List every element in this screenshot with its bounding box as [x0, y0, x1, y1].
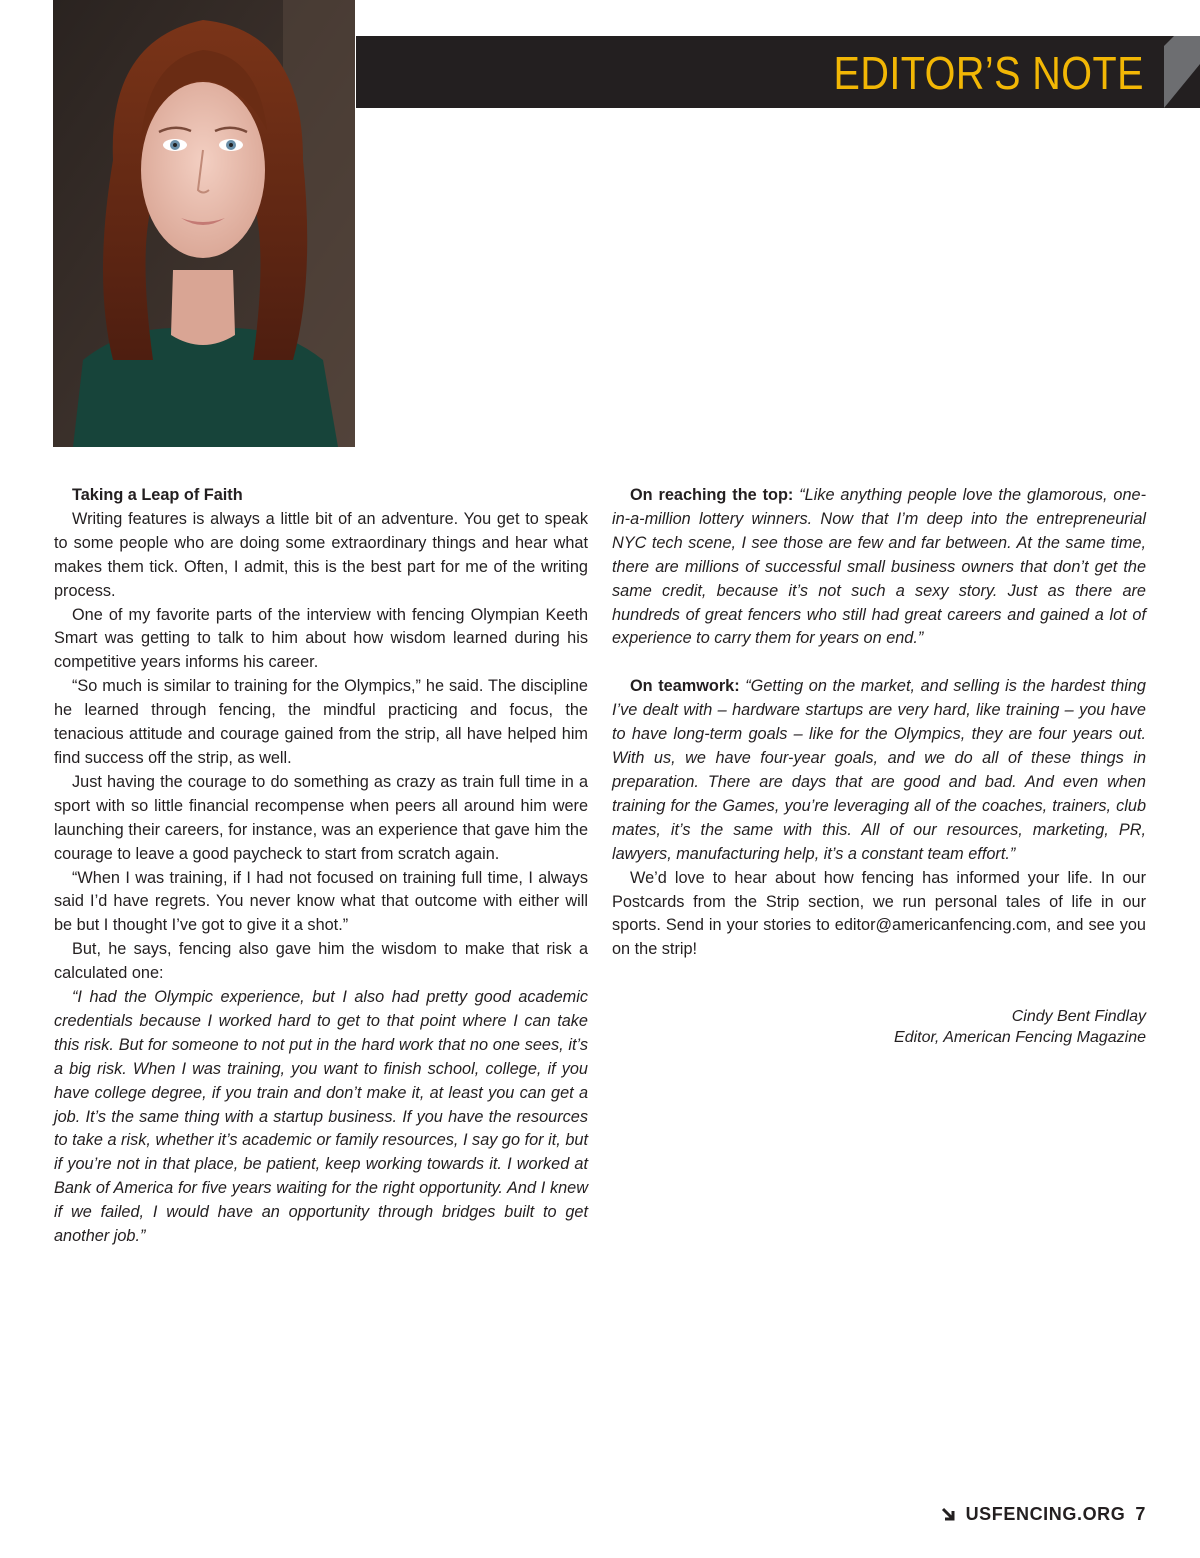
- article-left-column: [54, 484, 588, 1249]
- qa-teamwork-text: “Getting on the market, and selling is the hardest thing I’ve dealt with – hardware startups are very hard, like training – you have to have long-term goals – like for the Olympics, they are four years out. With us, we have four-year goals, and we do all of these things in preparation. There are days that are good and bad. And even when training for the Games, you’re leveraging all of the coaches, trainers, club mates, it’s the same with this. All of our resources, marketing, PR, lawyers, manufacturing help, it’s a constant team effort.”: [612, 677, 1146, 863]
- closing-paragraph: We’d love to hear about how fencing has informed your life. In our Postcards from the Strip section, we run personal tales of life in our sports. Send in your stories to editor@americanfencing.com, and see you on the strip!: [612, 868, 1146, 959]
- signature-title: Editor, American Fencing Magazine: [894, 1029, 1146, 1047]
- banner-fold: [1164, 36, 1200, 108]
- qa-teamwork: [612, 675, 1146, 866]
- paragraph: “So much is similar to training for the Olympics,” he said. The discipline he learned through fencing, the mindful practicing and focus, the tenacious attitude and courage gained from the strip, all have helped him find success off the strip, as well.: [54, 677, 588, 767]
- footer-site[interactable]: USFENCING.ORG: [965, 1503, 1126, 1524]
- arrow-down-right-icon: [940, 1506, 956, 1522]
- paragraph: “When I was training, if I had not focused on training full time, I always said I’d have regrets. You never know what that outcome with either will be but I thought I’ve got to give it a shot.”: [54, 868, 588, 935]
- block-quote: “I had the Olympic experience, but I also had pretty good academic credentials because I worked hard to get to that point where I can take this risk. But for someone to not put in the hard work that no one sees, it’s a big risk. When I was training, you want to finish school, college, if you have college degree, if you train and don’t make it, at least you can get a job. It’s the same thing with a startup business. If you have the resources to take a risk, whether it’s academic or family resources, I say go for it, but if you’re not in that place, be patient, keep working towards it. I worked at Bank of America for five years waiting for the right opportunity. And I knew if we failed, I would have an opportunity through bridges built to get another job.”: [54, 988, 588, 1246]
- article-heading: Taking a Leap of Faith: [72, 486, 243, 504]
- editor-photo: [53, 0, 355, 447]
- paragraph: Just having the courage to do something as crazy as train full time in a sport with so little financial recompense when peers all around him were launching their careers, for instance, was an experience that gave him the courage to leave a good paycheck to start from scratch again.: [54, 772, 588, 863]
- qa-top-text: “Like anything people love the glamorous, one-in-a-million lottery winners. Now that I’m deep into the entrepreneurial NYC tech scene, I see those are few and far between. At the same time, there are millions of successful small business owners that don’t get the same credit, because it’s not such a sexy story. Just as there are hundreds of great fencers who still had great careers and gained a lot of experience to carry them for years on end.”: [612, 486, 1146, 648]
- qa-top: [612, 484, 1146, 651]
- qa-teamwork-lead: On teamwork:: [630, 677, 740, 696]
- paragraph: One of my favorite parts of the interview with fencing Olympian Keeth Smart was getting to talk to him about how wisdom learned during his competitive years informs his career.: [54, 605, 588, 672]
- page-number: 7: [1135, 1503, 1146, 1524]
- article-right-column: [612, 484, 1146, 1048]
- paragraph: Writing features is always a little bit of an adventure. You get to speak to some people who are doing some extraordinary things and hear what makes them tick. Often, I admit, this is the best part for me of the writing process.: [54, 509, 588, 600]
- page-footer: [940, 1502, 1146, 1526]
- signature: [612, 1006, 1146, 1048]
- qa-top-lead: On reaching the top:: [630, 486, 794, 504]
- page-title: EDITOR’S NOTE: [833, 47, 1144, 99]
- signature-name: Cindy Bent Findlay: [1011, 1008, 1146, 1026]
- editor-portrait: [53, 0, 355, 447]
- paragraph: But, he says, fencing also gave him the wisdom to make that risk a calculated one:: [54, 940, 588, 983]
